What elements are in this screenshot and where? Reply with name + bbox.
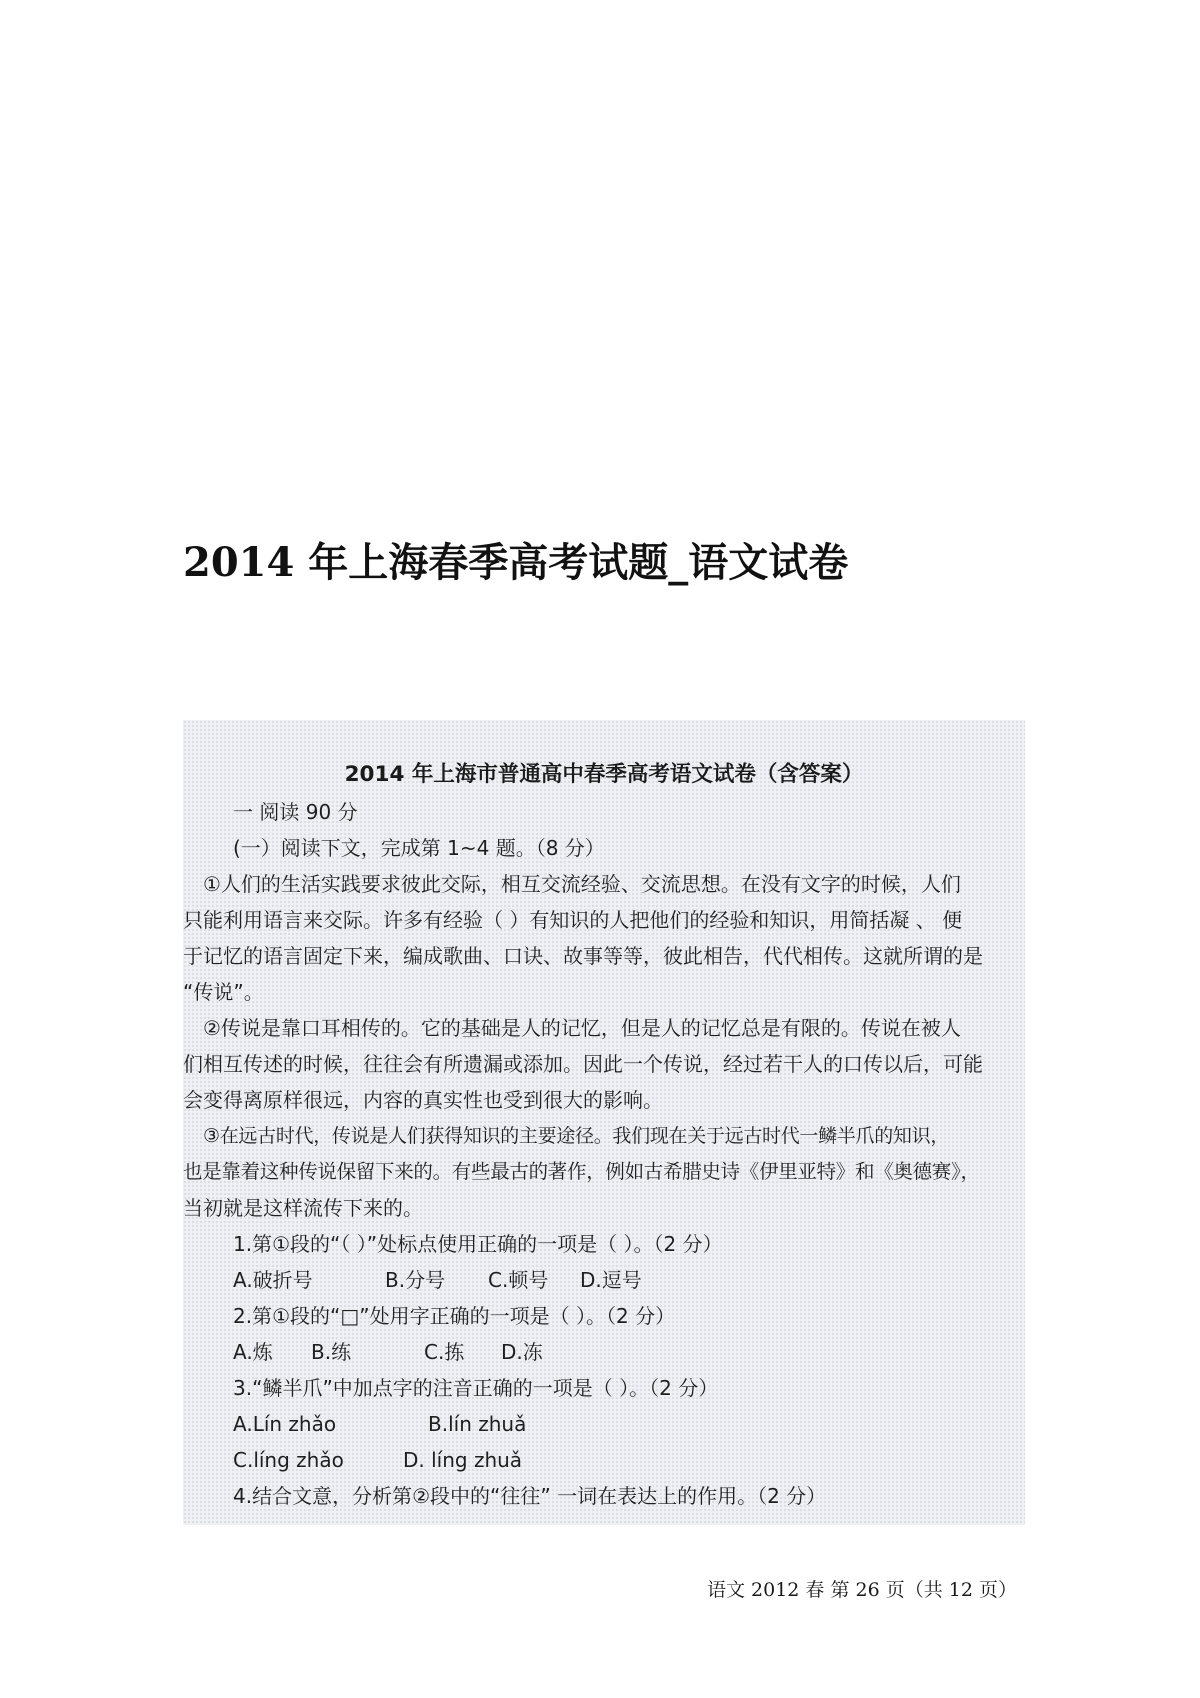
paragraph-line: 只能利用语言来交际。许多有经验（ ）有知识的人把他们的经验和知识，用简括凝 、 便 <box>183 908 963 932</box>
option-c: C.líng zhǎo <box>233 1448 344 1472</box>
paragraph-line: ①人们的生活实践要求彼此交际，相互交流经验、交流思想。在没有文字的时候，人们 <box>203 872 961 896</box>
question-options <box>233 1446 522 1474</box>
paragraph-line: 们相互传述的时候，往往会有所遗漏或添加。因此一个传说，经过若干人的口传以后，可能 <box>183 1052 983 1076</box>
paragraph-line: 也是靠着这种传说保留下来的。有些最古的著作，例如古希腊史诗《伊里亚特》和《奥德赛》， <box>183 1160 980 1183</box>
question-stem: 3.“鳞半爪”中加点字的注音正确的一项是（ ）。（2 分） <box>233 1376 719 1400</box>
question-stem: 2.第①段的“□”处用字正确的一项是（ ）。（2 分） <box>233 1304 676 1328</box>
option-c: C.拣 <box>424 1340 465 1364</box>
paragraph-line: ②传说是靠口耳相传的。它的基础是人的记忆，但是人的记忆总是有限的。传说在被人 <box>203 1016 961 1040</box>
page-footer: 语文 2012 春 第 26 页（共 12 页） <box>707 1579 1017 1601</box>
document-title: 2014 年上海春季高考试题_语文试卷 <box>183 539 849 586</box>
question-options <box>233 1338 543 1366</box>
section-reading-label: 一 阅读 90 分 <box>233 800 358 824</box>
paragraph-line: ③在远古时代，传说是人们获得知识的主要途径。我们现在关于远古时代一鳞半爪的知识， <box>203 1125 950 1147</box>
option-a: A.炼 <box>233 1340 273 1364</box>
option-b: B.分号 <box>385 1268 446 1292</box>
option-d: D. líng zhuǎ <box>403 1448 523 1472</box>
option-b: B.练 <box>311 1340 352 1364</box>
paragraph-line: 当初就是这样流传下来的。 <box>183 1196 423 1220</box>
paragraph-line: “传说”。 <box>183 980 264 1004</box>
subsection-instructions: (一）阅读下文，完成第 1~4 题。（8 分） <box>233 836 605 860</box>
option-b: B.lín zhuǎ <box>428 1412 527 1436</box>
paragraph-line: 会变得离原样很远，内容的真实性也受到很大的影响。 <box>183 1088 663 1112</box>
option-d: D.逗号 <box>580 1268 642 1292</box>
question-options <box>233 1410 526 1438</box>
exam-heading: 2014 年上海市普通高中春季高考语文试卷（含答案） <box>344 762 864 787</box>
exam-content-image <box>183 720 1025 1525</box>
option-d: D.冻 <box>501 1340 543 1364</box>
paragraph-line: 于记忆的语言固定下来，编成歌曲、口诀、故事等等，彼此相告，代代相传。这就所谓的是 <box>183 944 983 968</box>
option-c: C.顿号 <box>488 1268 549 1292</box>
question-stem: 1.第①段的“（ ）”处标点使用正确的一项是（ ）。（2 分） <box>233 1232 723 1256</box>
question-options <box>233 1266 642 1294</box>
option-a: A.破折号 <box>233 1268 313 1292</box>
question-stem: 4.结合文意，分析第②段中的“往往” 一词在表达上的作用。（2 分） <box>233 1484 827 1508</box>
option-a: A.Lín zhǎo <box>233 1412 337 1436</box>
